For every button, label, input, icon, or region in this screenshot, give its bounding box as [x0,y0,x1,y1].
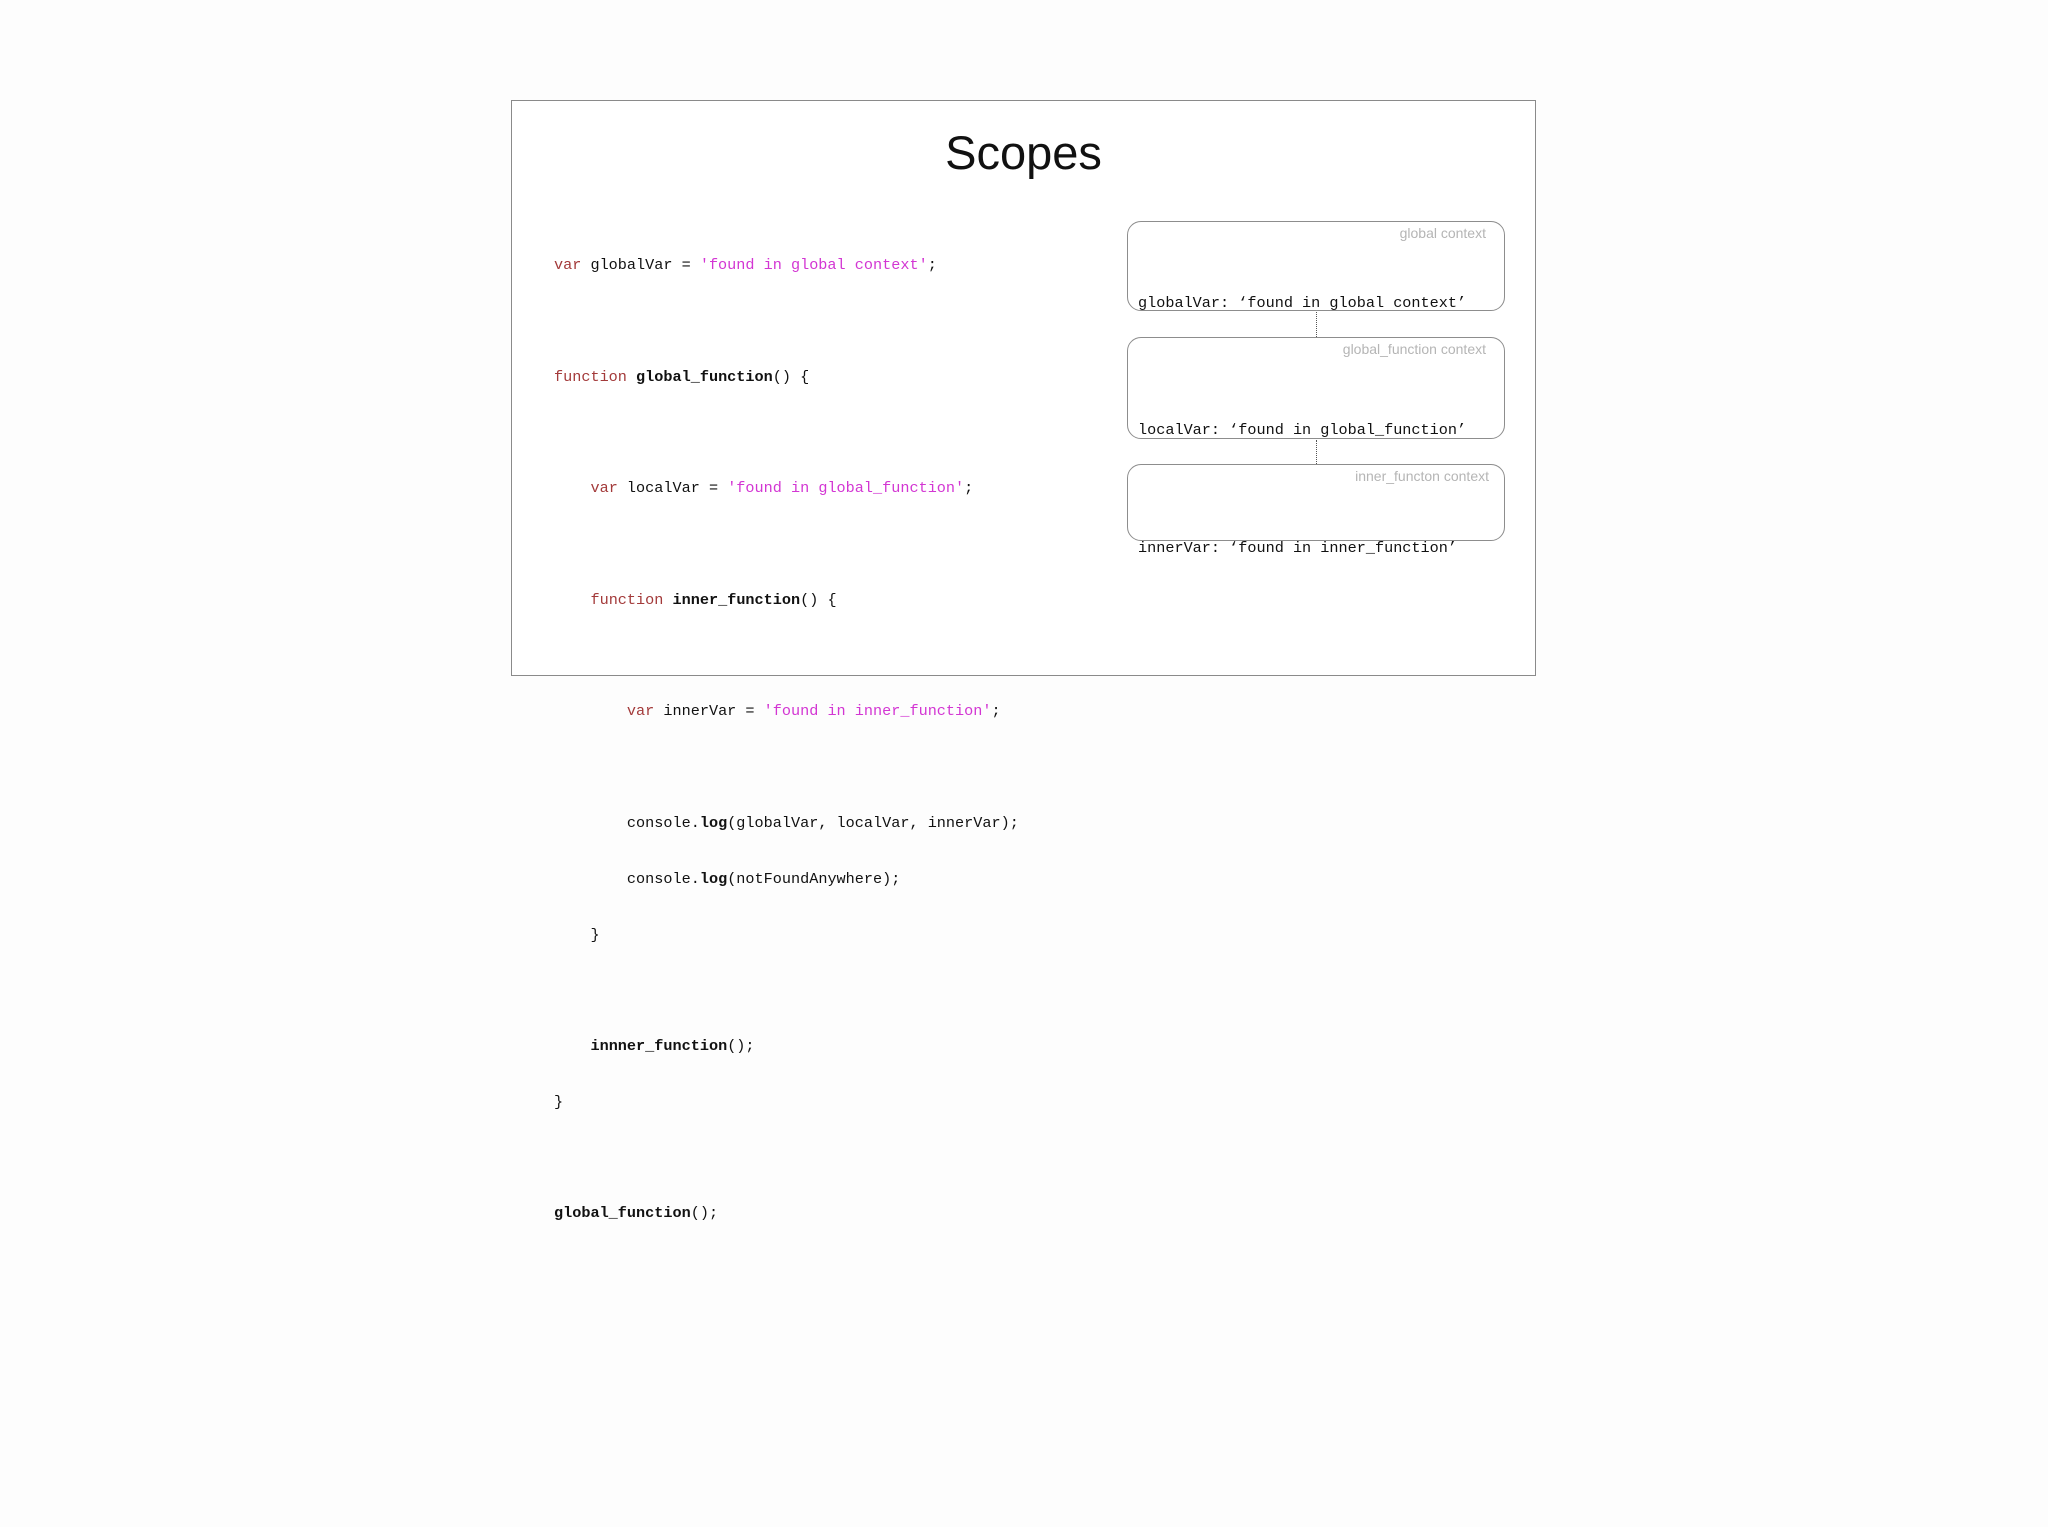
code-line: var localVar = 'found in global_function'; [590,479,974,498]
context-line: globalVar: ‘found in global context’ [1138,294,1467,312]
scope-chain-connector [1316,312,1317,337]
inner-function-context-box [1127,464,1505,557]
code-line: function global_function() { [554,367,810,386]
context-label: inner_functon context [1355,468,1489,484]
code-line: } [554,1092,564,1111]
code-line: console.log(notFoundAnywhere); [626,869,901,888]
code-line-blank [554,312,1019,331]
code-line-blank [554,424,1019,443]
code-line: } [554,925,600,944]
slide [511,100,1536,1223]
context-line: localVar: ‘found in global_function’ [1138,421,1467,439]
context-body [1138,501,1457,596]
global-context-box [1127,221,1505,311]
context-line: innerVar: ‘found in inner_function’ [1138,539,1457,557]
code-line: function inner_function() { [590,590,837,609]
code-line: var innerVar = 'found in inner_function'; [626,702,1001,721]
context-label: global context [1399,225,1486,241]
code-line: innner_function(); [590,1037,755,1056]
code-line-blank [554,647,1019,666]
scope-chain-connector [1316,440,1317,464]
code-line-blank [554,758,1019,777]
context-label: global_function context [1342,341,1486,357]
code-line-blank [554,1149,1019,1168]
global-function-context-box [1127,337,1505,439]
code-line: var globalVar = 'found in global context'; [554,256,937,275]
code-line-blank [554,535,1019,554]
code-block [554,219,1019,1260]
code-line: console.log(globalVar, localVar, innerVar); [626,814,1019,832]
slide-title: Scopes [945,126,1102,179]
code-line-blank [554,981,1019,1000]
code-line: global_function(); [554,1204,719,1223]
